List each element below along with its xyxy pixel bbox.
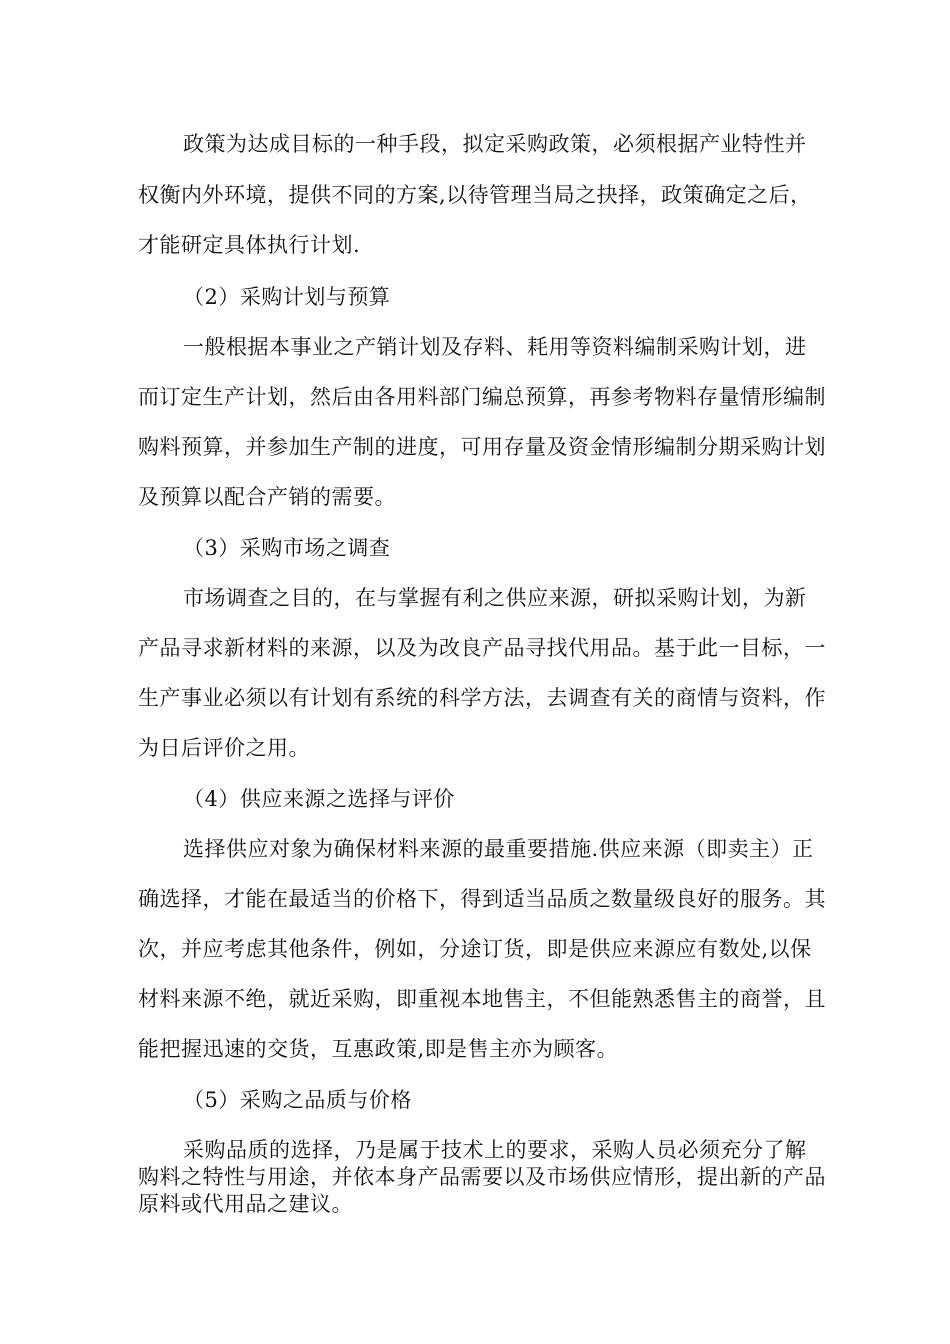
paragraph-line: 购料预算，并参加生产制的进度，可用存量及资金情形编制分期采购计划: [138, 435, 826, 459]
paragraph-line: 次，并应考虑其他条件，例如，分途订货，即是供应来源应有数处,以保: [138, 937, 812, 961]
section-heading: （3）采购市场之调查: [183, 536, 391, 560]
paragraph-line: 确选择，才能在最适当的价格下，得到适当品质之数量级良好的服务。其: [138, 887, 826, 911]
paragraph-line: 才能研定具体执行计划.: [138, 233, 361, 257]
paragraph-line: 采购品质的选择，乃是属于技术上的要求，采购人员必须充分了解: [183, 1138, 807, 1162]
paragraph-line: 购料之特性与用途，并依本身产品需要以及市场供应情形，提出新的产品: [138, 1165, 826, 1189]
paragraph-line: 产品寻求新材料的来源，以及为改良产品寻找代用品。基于此一目标，一: [138, 636, 826, 660]
paragraph-line: 材料来源不绝，就近采购，即重视本地售主，不但能熟悉售主的商誉，且: [138, 987, 826, 1011]
paragraph-line: 权衡内外环境，提供不同的方案,以待管理当局之抉择，政策确定之后，: [138, 183, 812, 207]
paragraph-line: 一般根据本事业之产销计划及存料、耗用等资料编制采购计划，进: [183, 335, 807, 359]
paragraph-line: 为日后评价之用。: [138, 736, 310, 760]
paragraph-line: 而订定生产计划，然后由各用料部门编总预算，再参考物料存量情形编制: [138, 385, 826, 409]
paragraph-line: 市场调查之目的，在与掌握有利之供应来源，研拟采购计划，为新: [183, 586, 807, 610]
paragraph-line: 政策为达成目标的一种手段，拟定采购政策，必须根据产业特性并: [183, 132, 807, 156]
paragraph-line: 生产事业必须以有计划有系统的科学方法，去调查有关的商情与资料，作: [138, 686, 826, 710]
section-heading: （4）供应来源之选择与评价: [183, 787, 455, 811]
paragraph-line: 原料或代用品之建议。: [138, 1192, 353, 1216]
paragraph-line: 及预算以配合产销的需要。: [138, 485, 396, 509]
section-heading: （5）采购之品质与价格: [183, 1088, 412, 1112]
paragraph-line: 能把握迅速的交货，互惠政策,即是售主亦为顾客。: [138, 1037, 619, 1061]
paragraph-line: 选择供应对象为确保材料来源的最重要措施.供应来源（即卖主）正: [183, 837, 814, 861]
section-heading: （2）采购计划与预算: [183, 285, 391, 309]
